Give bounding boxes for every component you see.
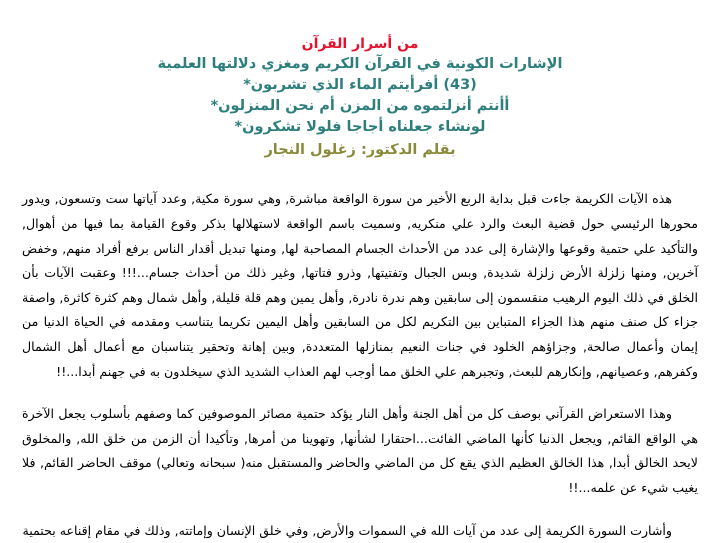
body-paragraph-1: هذه الآيات الكريمة جاءت قبل بداية الربع الأخير من سورة الواقعة مباشرة, وهي سورة مكية, وعدد آياتها ست وتسعون, ويدور محورها الرئيسي حول قضية البعث والرد علي منكريه, وسميت باسم الواقعة لاستهلالها بذكر وقوع القيامة بما فيها من أهوال, والتأكيد علي حتمية وقوعها والإشارة إلى عدد من الأحداث الجسام المصاحبة لها, ومنها تبديل أقدار الناس برفع أفراد منهم, وخفض آخرين, ومنها زلزلة الأرض زلزلة شديدة, وبس الجبال وتفتيتها, وذرو فتاتها, وغير ذلك من أحداث جسام...!!! وعقبت الآيات بأن الخلق في ذلك اليوم الرهيب منقسمون إلى سابقين وهم ندرة نادرة, وأهل يمين وهم قلة قليلة, وأهل شمال وهم كثرة كاثرة, واصفة جزاء كل صنف منهم هذا الجزاء المتباين بين التكريم لكل من السابقين وأهل اليمين تكريما يتناسب ومقدمه في الحياة الدنيا من إيمان وأعمال صالحة, وجزاؤهم الخلود في جنات النعيم بمنازلها المتعددة, وبين إهانة وتحقير يتناسبان مع أعمال أهل الشمال وكفرهم, وعصيانهم, وإنكارهم للبعث, وتجبرهم علي الخلق مما أوجب لهم العذاب الشديد الذي سيخلدون به في جهنم أبدا...!! (22, 187, 698, 384)
body-paragraph-2: وهذا الاستعراض القرآني بوصف كل من أهل الجنة وأهل النار يؤكد حتمية مصائر الموصوفين كما وصفهم بأسلوب يجعل الآخرة هي الواقع القائم, ويجعل الدنيا كأنها الماضي الفائت...احتقارا لشأنها, وتهوينا من أمرها, وتأكيدا أن الزمن من خلق الله, والمخلوق لايحد الخالق أبدا, هذا الخالق العظيم الذي يقع كل من الماضي والحاضر والمستقبل منه( سبحانه وتعالي) موقف الحاضر القائم, فلا يغيب شيء عن علمه...!! (22, 402, 698, 500)
author-byline: بقلم الدكتور: زغلول النجار (22, 140, 698, 161)
quran-verse-2: أأنتم أنزلتموه من المزن أم نحن المنزلون* (22, 96, 698, 117)
quran-verse-3: لونشاء جعلناه أجاجا فلولا تشكرون* (22, 117, 698, 138)
document-title: من أسرار القرآن (22, 34, 698, 54)
quran-verse-1: (43) أفرأيتم الماء الذي تشربون* (22, 75, 698, 96)
document-header (22, 0, 698, 161)
document-body (22, 187, 698, 543)
document-subtitle: الإشارات الكونية في القرآن الكريم ومغزي دلالتها العلمية (22, 54, 698, 75)
body-paragraph-3: وأشارت السورة الكريمة إلى عدد من آيات الله في السموات والأرض, وفي خلق الإنسان وإماتته, وذلك في مقام إقناعه بحتمية (22, 519, 698, 543)
